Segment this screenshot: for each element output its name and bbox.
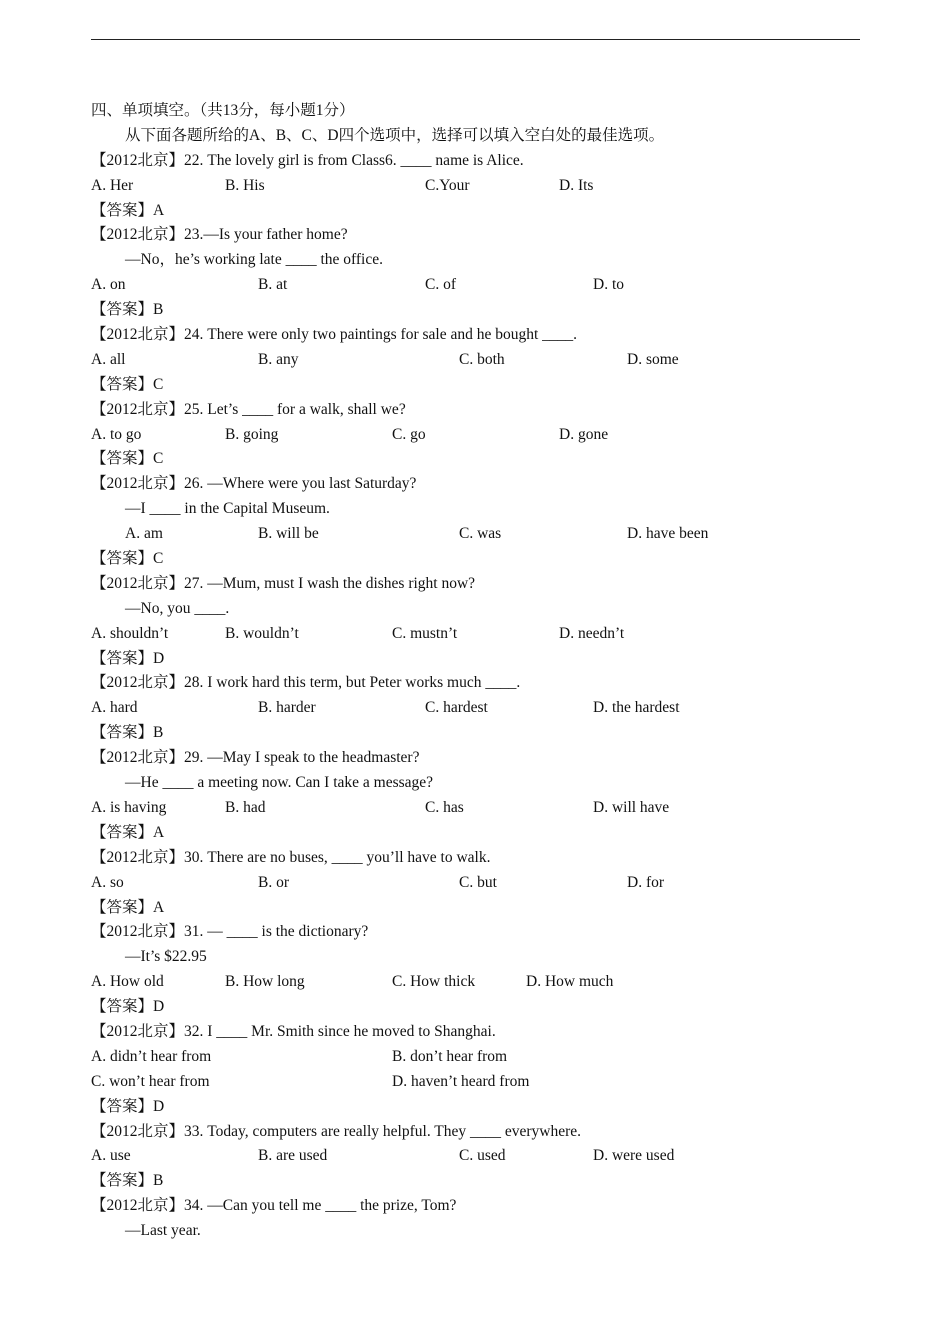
answer-value: C [153,375,164,393]
option-a: A. on [91,276,126,294]
header-rule [91,39,860,40]
options-row [91,796,871,821]
question-stem-continued: —No，he’s working late ____ the office. [125,251,383,269]
answer-line: 【答案】C [91,550,164,568]
option-a: A. use [91,1147,131,1165]
question-stem: 【2012北京】30. There are no buses, ____ you’ll have to walk. [91,848,491,866]
question-stem-continued: —I ____ in the Capital Museum. [125,500,330,518]
answer-line: 【答案】B [91,301,164,319]
option-d: D. some [627,350,679,368]
option-b: B. are used [258,1147,328,1165]
answer-line: 【答案】D [91,1097,165,1115]
section-title: 四、单项填空。（共13分，每小题1分） [91,102,355,119]
source-tag: 【2012北京】 [91,1197,185,1215]
options-row [91,696,871,721]
source-tag: 【2012北京】 [91,848,185,866]
answer-value: A [153,201,165,219]
options-row [91,871,871,896]
option-d: D. haven’t heard from [392,1072,530,1090]
options-row [91,522,871,547]
option-c: C.Your [425,176,470,194]
options-row [91,622,871,647]
answer-line: 【答案】C [91,450,164,468]
question-stem: 【2012北京】26. —Where were you last Saturday? [91,475,417,493]
option-d: D. Its [559,176,594,194]
option-b: B. had [225,798,266,816]
source-tag: 【2012北京】 [91,151,185,169]
answer-value: A [153,898,165,916]
options-row [91,1070,871,1095]
answer-line: 【答案】B [91,724,164,742]
option-b: B. harder [258,699,316,717]
answer-value: C [153,450,164,468]
answer-value: B [153,301,164,319]
option-c: C. was [459,525,502,543]
option-a: A. to go [91,425,142,443]
source-tag: 【2012北京】 [91,1122,185,1140]
option-d: D. needn’t [559,624,625,642]
options-row [91,174,871,199]
question-stem-continued: —He ____ a meeting now. Can I take a message? [125,774,434,792]
option-a: A. all [91,350,126,368]
option-c: C. of [425,276,456,294]
option-a: A. didn’t hear from [91,1047,212,1065]
answer-value: C [153,550,164,568]
question-stem: 【2012北京】22. The lovely girl is from Class6. ____ name is Alice. [91,151,524,169]
source-tag: 【2012北京】 [91,475,185,493]
option-a: A. hard [91,699,138,717]
answer-value: D [153,649,165,667]
option-b: B. or [258,873,289,891]
option-d: D. will have [593,798,670,816]
option-c: C. hardest [425,699,488,717]
question-stem: 【2012北京】29. —May I speak to the headmaster? [91,749,420,767]
question-stem-continued: —Last year. [125,1222,201,1240]
question-stem: 【2012北京】34. —Can you tell me ____ the prize, Tom? [91,1197,457,1215]
option-d: D. for [627,873,665,891]
option-b: B. don’t hear from [392,1047,508,1065]
answer-line: 【答案】A [91,823,165,841]
option-a: A. shouldn’t [91,624,169,642]
option-b: B. will be [258,525,319,543]
option-b: B. wouldn’t [225,624,299,642]
option-c: C. won’t hear from [91,1072,210,1090]
option-b: B. going [225,425,279,443]
question-stem: 【2012北京】33. Today, computers are really helpful. They ____ everywhere. [91,1122,582,1140]
answer-value: D [153,1097,165,1115]
option-a: A. How old [91,973,164,991]
option-a: A. is having [91,798,167,816]
answer-line: 【答案】D [91,649,165,667]
question-stem-continued: —It’s $22.95 [125,948,207,966]
option-d: D. the hardest [593,699,680,717]
options-row [91,970,871,995]
option-a: A. so [91,873,124,891]
option-d: D. were used [593,1147,675,1165]
question-stem: 【2012北京】32. I ____ Mr. Smith since he moved to Shanghai. [91,1022,496,1040]
option-b: B. at [258,276,288,294]
source-tag: 【2012北京】 [91,749,185,767]
options-row [91,423,871,448]
question-stem: 【2012北京】27. —Mum, must I wash the dishes right now? [91,574,476,592]
option-d: D. gone [559,425,609,443]
section-instruction: 从下面各题所给的A、B、C、D四个选项中，选择可以填入空白处的最佳选项。 [125,126,665,144]
option-b: B. His [225,176,265,194]
question-stem: 【2012北京】31. — ____ is the dictionary? [91,923,369,941]
question-stem: 【2012北京】24. There were only two paintings for sale and he bought ____. [91,326,578,344]
answer-line: 【答案】D [91,998,165,1016]
answer-value: D [153,998,165,1016]
question-stem: 【2012北京】25. Let’s ____ for a walk, shall we? [91,400,406,418]
option-b: B. any [258,350,299,368]
option-c: C. both [459,350,505,368]
answer-value: A [153,823,165,841]
answer-line: 【答案】B [91,1172,164,1190]
option-d: D. How much [526,973,614,991]
question-stem: 【2012北京】28. I work hard this term, but Peter works much ____. [91,674,521,692]
answer-line: 【答案】A [91,898,165,916]
option-c: C. go [392,425,426,443]
options-row [91,348,871,373]
option-b: B. How long [225,973,305,991]
answer-line: 【答案】C [91,375,164,393]
question-stem-continued: —No, you ____. [125,599,230,617]
option-c: C. How thick [392,973,476,991]
question-section [91,99,871,1244]
options-row [91,1045,871,1070]
answer-value: B [153,1172,164,1190]
answer-line: 【答案】A [91,201,165,219]
question-stem: 【2012北京】23.—Is your father home? [91,226,348,244]
answer-value: B [153,724,164,742]
option-a: A. am [125,525,163,543]
source-tag: 【2012北京】 [91,1022,185,1040]
option-d: D. have been [627,525,709,543]
option-a: A. Her [91,176,134,194]
source-tag: 【2012北京】 [91,923,185,941]
source-tag: 【2012北京】 [91,674,185,692]
option-c: C. has [425,798,464,816]
option-c: C. but [459,873,497,891]
option-d: D. to [593,276,624,294]
source-tag: 【2012北京】 [91,574,185,592]
option-c: C. mustn’t [392,624,458,642]
options-row [91,273,871,298]
source-tag: 【2012北京】 [91,400,185,418]
source-tag: 【2012北京】 [91,326,185,344]
source-tag: 【2012北京】 [91,226,185,244]
option-c: C. used [459,1147,506,1165]
options-row [91,1144,871,1169]
